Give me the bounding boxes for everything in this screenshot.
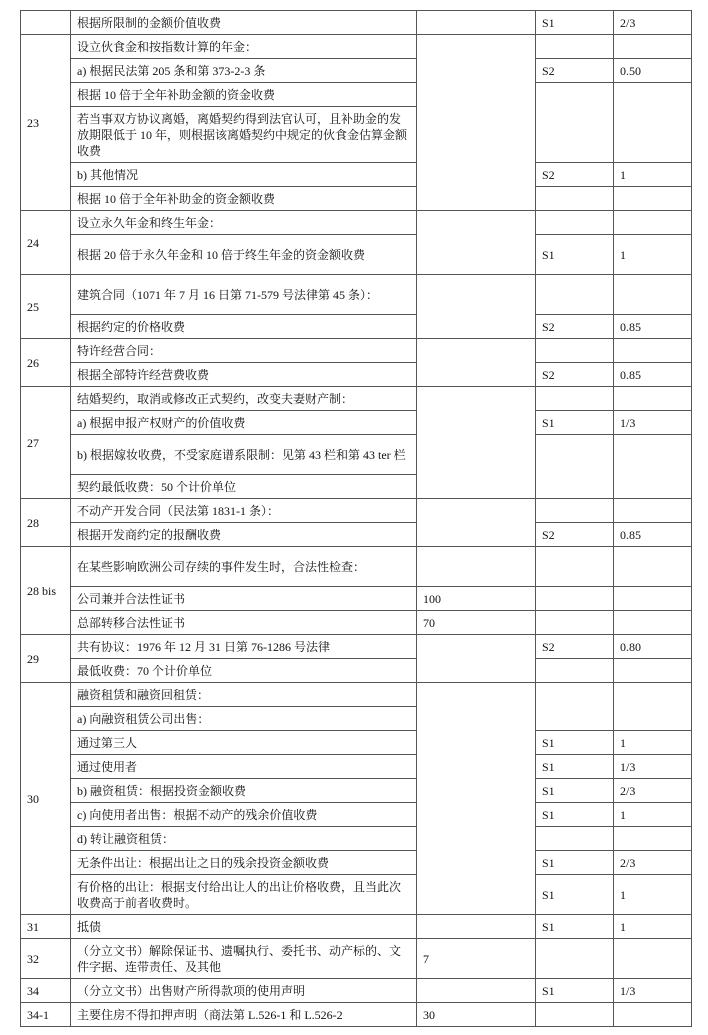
fee-coefficient: [614, 1003, 692, 1027]
item-description: 根据所限制的金额价值收费: [71, 11, 417, 35]
fee-coefficient: [614, 339, 692, 363]
item-description: 契约最低收费：50 个计价单位: [71, 475, 417, 499]
fixed-fee: [417, 979, 536, 1003]
table-row: [21, 779, 692, 803]
table-row: [21, 659, 692, 683]
item-number: [21, 11, 71, 35]
item-description: 根据开发商约定的报酬收费: [71, 523, 417, 547]
item-description: 根据 10 倍于全年补助金额的资金收费: [71, 83, 417, 107]
table-row: [21, 235, 692, 275]
item-description: 建筑合同（1071 年 7 月 16 日第 71-579 号法律第 45 条）：: [71, 275, 417, 315]
item-description: 设立伙食金和按指数计算的年金：: [71, 35, 417, 59]
table-row: [21, 915, 692, 939]
item-description: 在某些影响欧洲公司存续的事件发生时，合法性检查：: [71, 547, 417, 587]
fee-coefficient: 1: [614, 875, 692, 915]
fee-category: S1: [536, 235, 614, 275]
fixed-fee: 30: [417, 1003, 536, 1027]
item-description: 根据 20 倍于永久年金和 10 倍于终生年金的资金额收费: [71, 235, 417, 275]
item-number: 34: [21, 979, 71, 1003]
fee-coefficient: [614, 275, 692, 315]
fee-category: [536, 587, 614, 611]
fee-coefficient: 2/3: [614, 11, 692, 35]
item-description: 有价格的出让：根据支付给出让人的出让价格收费，且当此次收费高于前者收费时。: [71, 875, 417, 915]
fee-category: [536, 683, 614, 731]
fee-category: S2: [536, 523, 614, 547]
fee-category: [536, 83, 614, 163]
fee-category: [536, 939, 614, 979]
fee-category: [536, 435, 614, 499]
item-description: 结婚契约，取消或修改正式契约，改变夫妻财产制：: [71, 387, 417, 411]
item-number: 26: [21, 339, 71, 387]
table-row: [21, 163, 692, 187]
fixed-fee: [417, 35, 536, 211]
table-row: [21, 363, 692, 387]
fee-coefficient: 0.85: [614, 315, 692, 339]
item-description: 若当事双方协议离婚，离婚契约得到法官认可，且补助金的发放期限低于 10 年，则根据该离婚契约中规定的伙食金估算金额收费: [71, 107, 417, 163]
fixed-fee: [417, 387, 536, 499]
item-description: 共有协议：1976 年 12 月 31 日第 76-1286 号法律: [71, 635, 417, 659]
table-row: [21, 499, 692, 523]
fee-category: S1: [536, 851, 614, 875]
item-description: 设立永久年金和终生年金：: [71, 211, 417, 235]
fee-category: [536, 827, 614, 851]
item-description: d) 转让融资租赁：: [71, 827, 417, 851]
item-description: 总部转移合法性证书: [71, 611, 417, 635]
fee-category: S2: [536, 635, 614, 659]
table-row: [21, 587, 692, 611]
table-row: [21, 211, 692, 235]
fee-coefficient: [614, 587, 692, 611]
fee-coefficient: 1: [614, 731, 692, 755]
fee-coefficient: 1: [614, 915, 692, 939]
fee-coefficient: 1: [614, 803, 692, 827]
fee-category: S1: [536, 779, 614, 803]
item-description: 最低收费：70 个计价单位: [71, 659, 417, 683]
item-description: （分立文书）解除保证书、遗嘱执行、委托书、动产标的、文件字据、连带责任、及其他: [71, 939, 417, 979]
item-description: c) 向使用者出售：根据不动产的残余价值收费: [71, 803, 417, 827]
table-row: [21, 339, 692, 363]
fee-coefficient: [614, 387, 692, 411]
fee-category: [536, 547, 614, 587]
fee-coefficient: [614, 659, 692, 683]
item-description: 不动产开发合同（民法第 1831-1 条）：: [71, 499, 417, 523]
item-description: b) 融资租赁：根据投资金额收费: [71, 779, 417, 803]
fee-coefficient: [614, 547, 692, 587]
item-number: 31: [21, 915, 71, 939]
fee-category: [536, 611, 614, 635]
table-row: [21, 411, 692, 435]
table-row: [21, 827, 692, 851]
table-row: [21, 547, 692, 587]
item-number: 32: [21, 939, 71, 979]
item-description: 公司兼并合法性证书: [71, 587, 417, 611]
item-description: 根据 10 倍于全年补助金的资金额收费: [71, 187, 417, 211]
fee-coefficient: [614, 35, 692, 59]
fee-coefficient: [614, 611, 692, 635]
fee-coefficient: [614, 499, 692, 523]
item-description: 根据全部特许经营费收费: [71, 363, 417, 387]
fee-category: S2: [536, 59, 614, 83]
table-row: [21, 803, 692, 827]
item-description: a) 根据申报产权财产的价值收费: [71, 411, 417, 435]
fixed-fee: [417, 499, 536, 547]
table-row: [21, 83, 692, 107]
fee-category: S1: [536, 979, 614, 1003]
item-description: 无条件出让：根据出让之日的残余投资金额收费: [71, 851, 417, 875]
item-description: a) 向融资租赁公司出售：: [71, 707, 417, 731]
item-description: 通过使用者: [71, 755, 417, 779]
fee-coefficient: 1/3: [614, 755, 692, 779]
fee-category: S2: [536, 163, 614, 187]
fee-coefficient: 0.85: [614, 363, 692, 387]
table-row: [21, 275, 692, 315]
item-number: 27: [21, 387, 71, 499]
fee-coefficient: 0.85: [614, 523, 692, 547]
fee-category: [536, 211, 614, 235]
fee-category: S1: [536, 411, 614, 435]
fee-category: S1: [536, 755, 614, 779]
table-row: [21, 939, 692, 979]
table-row: [21, 731, 692, 755]
fee-coefficient: 2/3: [614, 779, 692, 803]
fee-category: S2: [536, 315, 614, 339]
fee-category: [536, 339, 614, 363]
table-row: [21, 523, 692, 547]
item-number: 28: [21, 499, 71, 547]
fee-coefficient: 1: [614, 235, 692, 275]
fixed-fee: [417, 915, 536, 939]
table-row: [21, 435, 692, 475]
table-row: [21, 875, 692, 915]
table-row: [21, 755, 692, 779]
fee-category: [536, 275, 614, 315]
table-row: [21, 1003, 692, 1027]
item-number: 30: [21, 683, 71, 915]
table-row: [21, 387, 692, 411]
fee-category: S1: [536, 803, 614, 827]
fee-coefficient: [614, 683, 692, 731]
item-description: 融资租赁和融资回租赁：: [71, 683, 417, 707]
fee-coefficient: [614, 827, 692, 851]
fee-category: [536, 659, 614, 683]
item-description: b) 根据嫁妆收费，不受家庭谱系限制：见第 43 栏和第 43 ter 栏: [71, 435, 417, 475]
item-number: 29: [21, 635, 71, 683]
fee-coefficient: 0.50: [614, 59, 692, 83]
item-description: 通过第三人: [71, 731, 417, 755]
fixed-fee: [417, 211, 536, 275]
fixed-fee: 70: [417, 611, 536, 635]
item-description: 根据约定的价格收费: [71, 315, 417, 339]
fee-coefficient: 1/3: [614, 979, 692, 1003]
fixed-fee: [417, 683, 536, 915]
fixed-fee: [417, 547, 536, 587]
fee-coefficient: 1: [614, 163, 692, 187]
table-row: [21, 11, 692, 35]
fee-coefficient: [614, 211, 692, 235]
table-row: [21, 979, 692, 1003]
fee-category: [536, 1003, 614, 1027]
fee-coefficient: [614, 939, 692, 979]
fee-category: S1: [536, 875, 614, 915]
fixed-fee: 7: [417, 939, 536, 979]
fee-coefficient: [614, 83, 692, 163]
fixed-fee: 100: [417, 587, 536, 611]
item-description: 特许经营合同：: [71, 339, 417, 363]
fee-category: S1: [536, 731, 614, 755]
fee-category: [536, 387, 614, 411]
tariff-table: [20, 10, 692, 1027]
item-number: 34-1: [21, 1003, 71, 1027]
table-row: [21, 683, 692, 707]
fixed-fee: [417, 11, 536, 35]
item-description: （分立文书）出售财产所得款项的使用声明: [71, 979, 417, 1003]
table-row: [21, 187, 692, 211]
table-row: [21, 59, 692, 83]
fee-category: [536, 35, 614, 59]
table-row: [21, 635, 692, 659]
item-description: 主要住房不得扣押声明（商法第 L.526-1 和 L.526-2: [71, 1003, 417, 1027]
item-description: 抵债: [71, 915, 417, 939]
table-row: [21, 315, 692, 339]
fee-category: S1: [536, 11, 614, 35]
table-row: [21, 851, 692, 875]
table-row: [21, 35, 692, 59]
fee-coefficient: 0.80: [614, 635, 692, 659]
fee-category: S2: [536, 363, 614, 387]
fee-coefficient: [614, 187, 692, 211]
item-description: b) 其他情况: [71, 163, 417, 187]
fee-category: [536, 187, 614, 211]
fixed-fee: [417, 339, 536, 387]
fixed-fee: [417, 275, 536, 339]
fee-category: S1: [536, 915, 614, 939]
item-number: 24: [21, 211, 71, 275]
fixed-fee: [417, 635, 536, 683]
table-row: [21, 611, 692, 635]
item-number: 25: [21, 275, 71, 339]
item-number: 28 bis: [21, 547, 71, 635]
fee-category: [536, 499, 614, 523]
fee-coefficient: 2/3: [614, 851, 692, 875]
fee-coefficient: 1/3: [614, 411, 692, 435]
fee-coefficient: [614, 435, 692, 499]
item-number: 23: [21, 35, 71, 211]
item-description: a) 根据民法第 205 条和第 373-2-3 条: [71, 59, 417, 83]
